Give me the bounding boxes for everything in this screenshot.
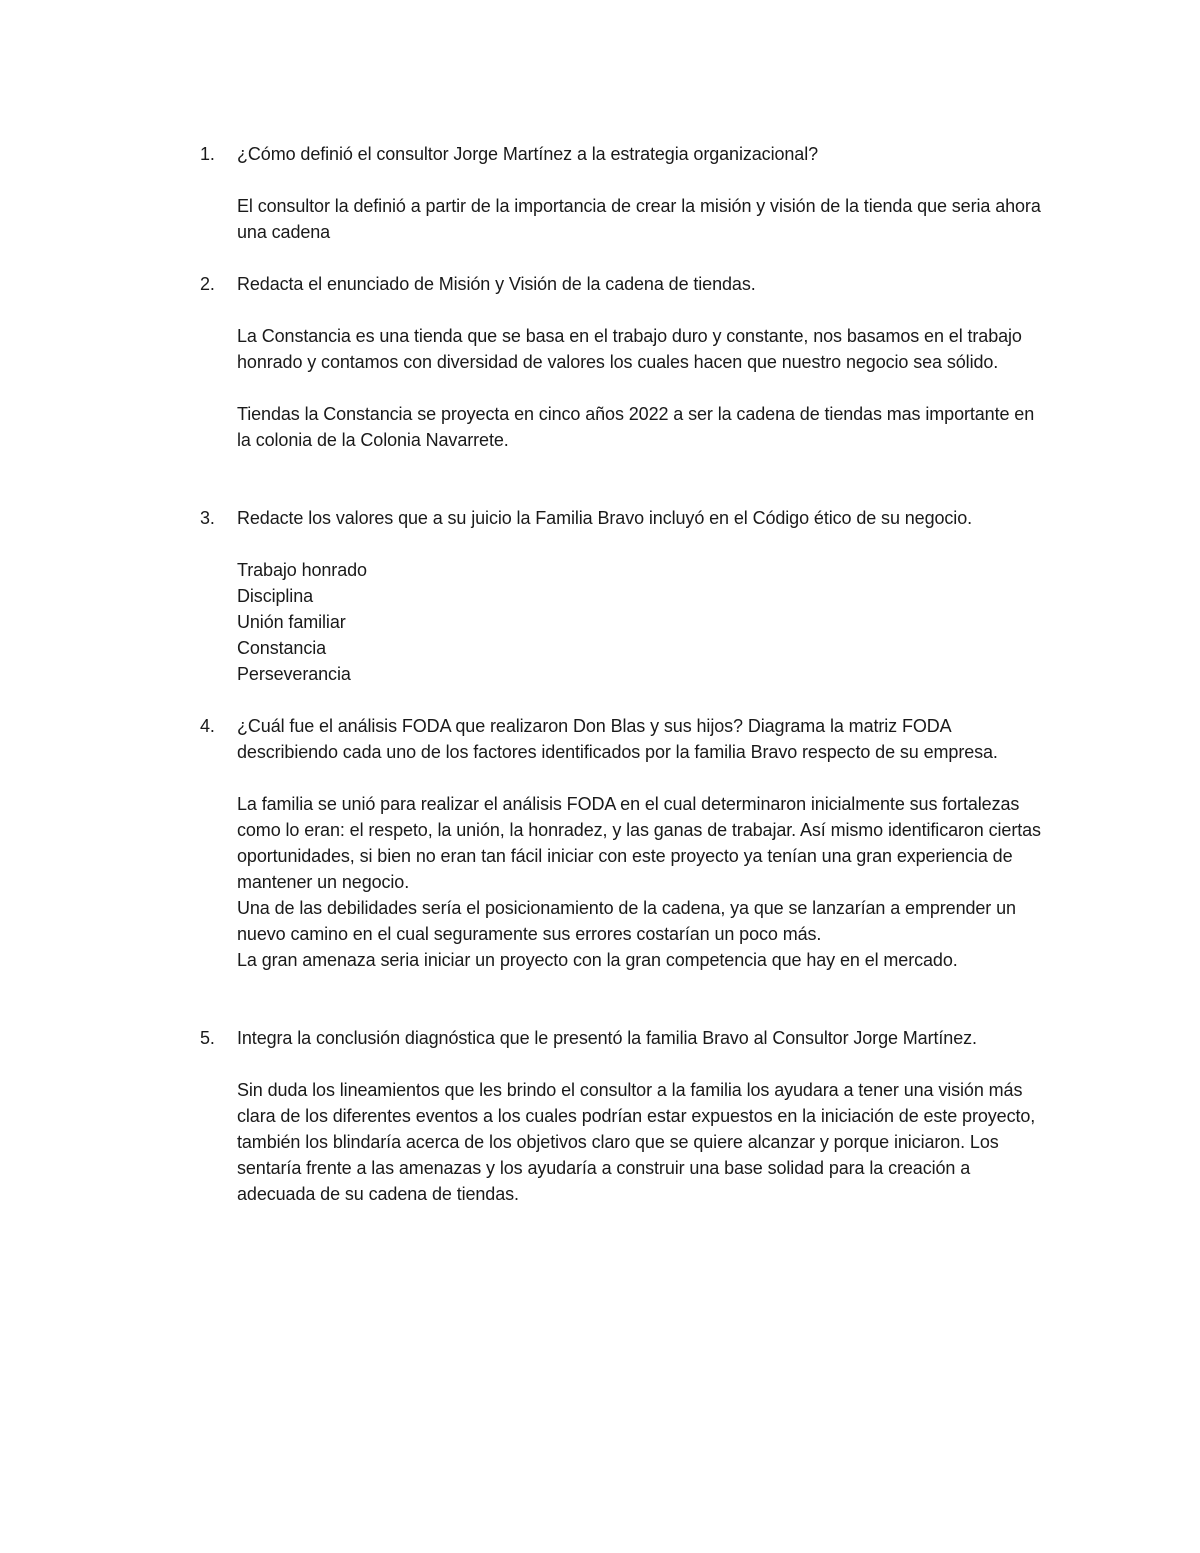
question-number: 4. [200,716,215,736]
question-2 [200,271,1050,297]
question-text: Redacte los valores que a su juicio la Familia Bravo incluyó en el Código ético de su negocio. [237,508,973,528]
question-5 [200,1025,1050,1051]
question-number: 3. [200,508,215,528]
answer-paragraph: Sin duda los lineamientos que les brindo el consultor a la familia los ayudara a tener una visión más clara de los diferentes eventos a los cuales podrían estar expuestos en la iniciación de este proyecto, también los blindaría acerca de los objetivos claro que se quiere alcanzar y porque iniciaron. Los sentaría frente a las amenazas y los ayudaría a construir una base solidad para la creación a adecuada de su cadena de tiendas. [237,1080,1036,1204]
value-item: Disciplina [237,586,314,606]
answer-paragraph: El consultor la definió a partir de la importancia de crear la misión y visión de la tienda que seria ahora una cadena [237,196,1041,242]
answer-2 [200,323,1050,453]
question-text: ¿Cuál fue el análisis FODA que realizaron Don Blas y sus hijos? Diagrama la matriz FODA describiendo cada uno de los factores identificados por la familia Bravo respecto de su empresa. [237,716,998,762]
mission-statement: La Constancia es una tienda que se basa en el trabajo duro y constante, nos basamos en el trabajo honrado y contamos con diversidad de valores los cuales hacen que nuestro negocio sea sólido. [237,326,1022,372]
value-item: Unión familiar [237,612,346,632]
answer-4 [200,791,1050,973]
question-4 [200,713,1050,765]
vision-statement: Tiendas la Constancia se proyecta en cinco años 2022 a ser la cadena de tiendas mas importante en la colonia de la Colonia Navarrete. [237,404,1035,450]
question-text: Integra la conclusión diagnóstica que le presentó la familia Bravo al Consultor Jorge Martínez. [237,1028,977,1048]
answer-1 [200,193,1050,245]
question-number: 2. [200,274,215,294]
value-item: Constancia [237,638,327,658]
values-list [200,557,1050,687]
value-item: Trabajo honrado [237,560,367,580]
value-item: Perseverancia [237,664,351,684]
question-text: Redacta el enunciado de Misión y Visión de la cadena de tiendas. [237,274,756,294]
answer-paragraph: Una de las debilidades sería el posicionamiento de la cadena, ya que se lanzarían a emprender un nuevo camino en el cual seguramente sus errores costarían un poco más. [237,898,1016,944]
answer-paragraph: La familia se unió para realizar el análisis FODA en el cual determinaron inicialmente sus fortalezas como lo eran: el respeto, la unión, la honradez, y las ganas de trabajar. Así mismo identificaron ciertas oportunidades, si bien no eran tan fácil iniciar con este proyecto ya tenían una gran experiencia de mantener un negocio. [237,794,1041,892]
question-number: 5. [200,1028,215,1048]
question-number: 1. [200,144,215,164]
document-content [200,141,1050,1207]
answer-paragraph: La gran amenaza seria iniciar un proyecto con la gran competencia que hay en el mercado. [237,950,958,970]
answer-5 [200,1077,1050,1207]
question-3 [200,505,1050,531]
question-1 [200,141,1050,167]
question-text: ¿Cómo definió el consultor Jorge Martínez a la estrategia organizacional? [237,144,819,164]
